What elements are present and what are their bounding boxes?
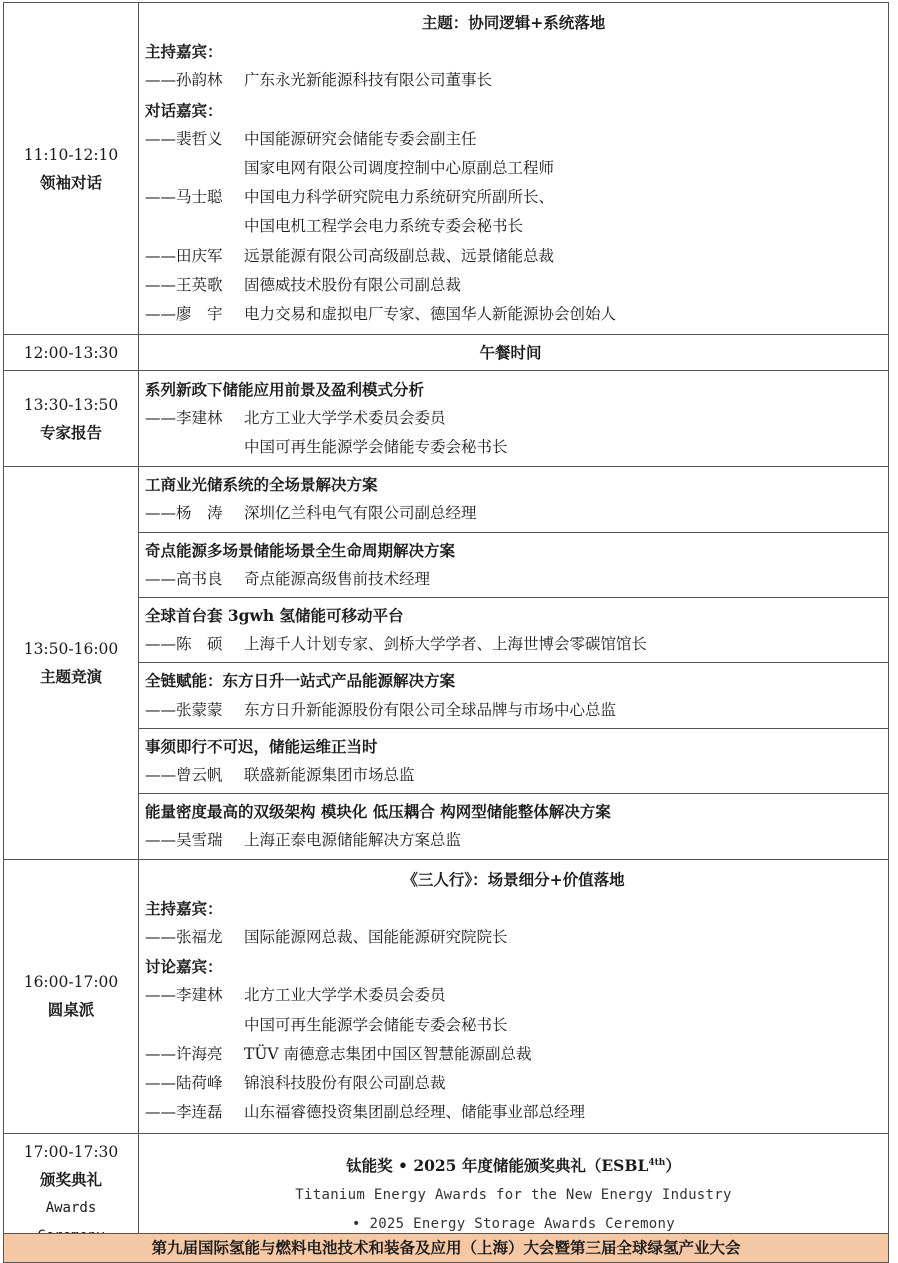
speaker-line — [145, 565, 888, 594]
session-type-en: Awards — [45, 1199, 97, 1216]
speaker-title: 上海正泰电源储能解决方案总监 — [244, 831, 462, 850]
session-row — [4, 371, 889, 467]
speaker-line — [145, 433, 888, 462]
speaker-title: 中国电机工程学会电力系统专委会秘书长 — [244, 217, 524, 236]
session-theme: 主题：协同逻辑+系统落地 — [421, 13, 606, 32]
speaker-title: 上海千人计划专家、剑桥大学学者、上海世博会零碳馆馆长 — [244, 635, 648, 654]
speaker-name: ——吴雪瑞 — [145, 831, 223, 850]
speaker-line — [145, 212, 888, 241]
speaker-title: 奇点能源高级售前技术经理 — [244, 569, 431, 588]
host-label: 主持嘉宾： — [145, 42, 223, 62]
speaker-title: 固德威技术股份有限公司副总裁 — [244, 275, 462, 294]
talk-title: 全链赋能：东方日升一站式产品能源解决方案 — [145, 671, 456, 691]
conference-banner: 第九届国际氢能与燃料电池技术和装备及应用（上海）大会暨第三届全球绿氢产业大会 — [3, 1233, 889, 1263]
time-range: 17:00-17:30 — [23, 1142, 119, 1161]
talk-block — [139, 533, 888, 598]
speaker-name: ——裴哲义 — [145, 129, 223, 148]
session-type: 圆桌派 — [47, 1000, 95, 1020]
speaker-name: ——田庆军 — [145, 246, 223, 265]
speaker-title: TÜV 南德意志集团中国区智慧能源副总裁 — [244, 1044, 532, 1063]
speaker-name: ——陈 硕 — [145, 635, 223, 654]
talk-block — [139, 663, 888, 728]
speaker-title: 深圳亿兰科电气有限公司副总经理 — [244, 504, 477, 523]
speaker-title: 锦浪科技股份有限公司副总裁 — [244, 1074, 446, 1093]
content-cell — [139, 335, 889, 371]
award-edition: 4th — [648, 1157, 666, 1168]
speaker-name: ——高书良 — [145, 569, 223, 588]
host-label: 主持嘉宾： — [145, 898, 223, 918]
time-cell — [4, 371, 139, 467]
speaker-title: 联盛新能源集团市场总监 — [244, 766, 415, 785]
time-cell — [4, 859, 139, 1133]
speaker-line — [145, 499, 888, 528]
time-range: 16:00-17:00 — [23, 973, 119, 992]
speaker-name: ——李建林 — [145, 986, 223, 1005]
speaker-name: ——孙韵林 — [145, 71, 223, 90]
session-theme: 《三人行》：场景细分+价值落地 — [402, 869, 625, 889]
speaker-line — [145, 981, 888, 1010]
time-range: 11:10-12:10 — [23, 145, 119, 164]
speaker-title: 国家电网有限公司调度控制中心原副总工程师 — [244, 159, 555, 178]
speaker-line — [145, 125, 888, 154]
time-cell — [4, 335, 139, 371]
speaker-line — [145, 271, 888, 300]
session-row — [4, 467, 889, 859]
time-cell — [4, 467, 139, 859]
speaker-name: ——李建林 — [145, 409, 223, 428]
award-title-text: 钛能奖 • 2025 年度储能颁奖典礼（ESBL — [346, 1156, 649, 1176]
speaker-line — [145, 1011, 888, 1040]
speaker-title: 远景能源有限公司高级副总裁、远景储能总裁 — [244, 246, 555, 265]
talk-title: 工商业光储系统的全场景解决方案 — [145, 475, 378, 495]
guest-label: 讨论嘉宾： — [145, 957, 223, 977]
time-range: 12:00-13:30 — [23, 343, 119, 362]
lunch-label: 午餐时间 — [479, 343, 542, 363]
lunch-row — [4, 335, 889, 371]
speaker-line — [145, 154, 888, 183]
content-cell — [139, 371, 889, 467]
talk-block — [139, 467, 888, 532]
session-type: 领袖对话 — [39, 172, 102, 192]
session-type: 主题竞演 — [39, 666, 102, 686]
talk-title: 事须即行不可迟，储能运维正当时 — [145, 736, 378, 756]
content-cell — [139, 3, 889, 335]
speaker-title: 中国可再生能源学会储能专委会秘书长 — [244, 1015, 508, 1034]
session-type: 颁奖典礼 — [39, 1169, 102, 1189]
talk-title: 全球首台套 3gwh 氢储能可移动平台 — [145, 606, 404, 626]
speaker-title: 中国能源研究会储能专委会副主任 — [244, 129, 477, 148]
speaker-line — [145, 183, 888, 212]
talk-block — [139, 729, 888, 794]
speaker-title: 中国可再生能源学会储能专委会秘书长 — [244, 438, 508, 457]
speaker-line — [145, 696, 888, 725]
speaker-line — [145, 761, 888, 790]
time-range: 13:30-13:50 — [23, 395, 119, 414]
session-type: 专家报告 — [39, 422, 102, 442]
time-cell — [4, 3, 139, 335]
session-row — [4, 859, 889, 1133]
award-title — [139, 1148, 888, 1181]
speaker-name: ——张蒙蒙 — [145, 700, 223, 719]
speaker-line — [145, 66, 888, 95]
guest-label: 对话嘉宾： — [145, 100, 223, 120]
speaker-name: ——张福龙 — [145, 928, 223, 947]
talk-title: 奇点能源多场景储能场景全生命周期解决方案 — [145, 540, 456, 560]
speaker-name: ——曾云帆 — [145, 766, 223, 785]
speaker-line — [145, 1069, 888, 1098]
speaker-title: 北方工业大学学术委员会委员 — [244, 409, 446, 428]
speaker-line — [145, 404, 888, 433]
speaker-name: ——许海亮 — [145, 1044, 223, 1063]
speaker-title: 电力交易和虚拟电厂专家、德国华人新能源协会创始人 — [244, 305, 617, 324]
speaker-title: 广东永光新能源科技有限公司董事长 — [244, 71, 493, 90]
speaker-name: ——陆荷峰 — [145, 1074, 223, 1093]
speaker-line — [145, 300, 888, 329]
speaker-name: ——杨 涛 — [145, 504, 223, 523]
talk-block — [139, 794, 888, 858]
speaker-title: 山东福睿德投资集团副总经理、储能事业部总经理 — [244, 1103, 586, 1122]
award-title-en: Titanium Energy Awards for the New Energy Industry — [295, 1187, 732, 1204]
talk-title: 能量密度最高的双级架构 模块化 低压耦合 构网型储能整体解决方案 — [145, 802, 611, 822]
speaker-title: 东方日升新能源股份有限公司全球品牌与市场中心总监 — [244, 700, 617, 719]
speaker-line — [145, 242, 888, 271]
award-title-end: ） — [665, 1156, 681, 1176]
speaker-line — [145, 923, 888, 952]
talk-title: 系列新政下储能应用前景及盈利模式分析 — [145, 379, 425, 399]
speaker-line — [145, 1098, 888, 1127]
award-title-en: • 2025 Energy Storage Awards Ceremony — [352, 1216, 675, 1233]
speaker-title: 国际能源网总裁、国能能源研究院院长 — [244, 928, 508, 947]
speaker-line — [145, 826, 888, 855]
speaker-name: ——马士聪 — [145, 188, 223, 207]
speaker-title: 中国电力科学研究院电力系统研究所副所长、 — [244, 188, 555, 207]
content-cell — [139, 859, 889, 1133]
session-row — [4, 3, 889, 335]
speaker-line — [145, 1040, 888, 1069]
talk-block — [139, 598, 888, 663]
speaker-name: ——王英歌 — [145, 275, 223, 294]
speaker-title: 北方工业大学学术委员会委员 — [244, 986, 446, 1005]
speaker-name: ——廖 宇 — [145, 305, 223, 324]
agenda-table — [3, 2, 889, 1255]
speaker-name: ——李连磊 — [145, 1103, 223, 1122]
speaker-line — [145, 630, 888, 659]
content-cell — [139, 467, 889, 859]
time-range: 13:50-16:00 — [23, 639, 119, 658]
